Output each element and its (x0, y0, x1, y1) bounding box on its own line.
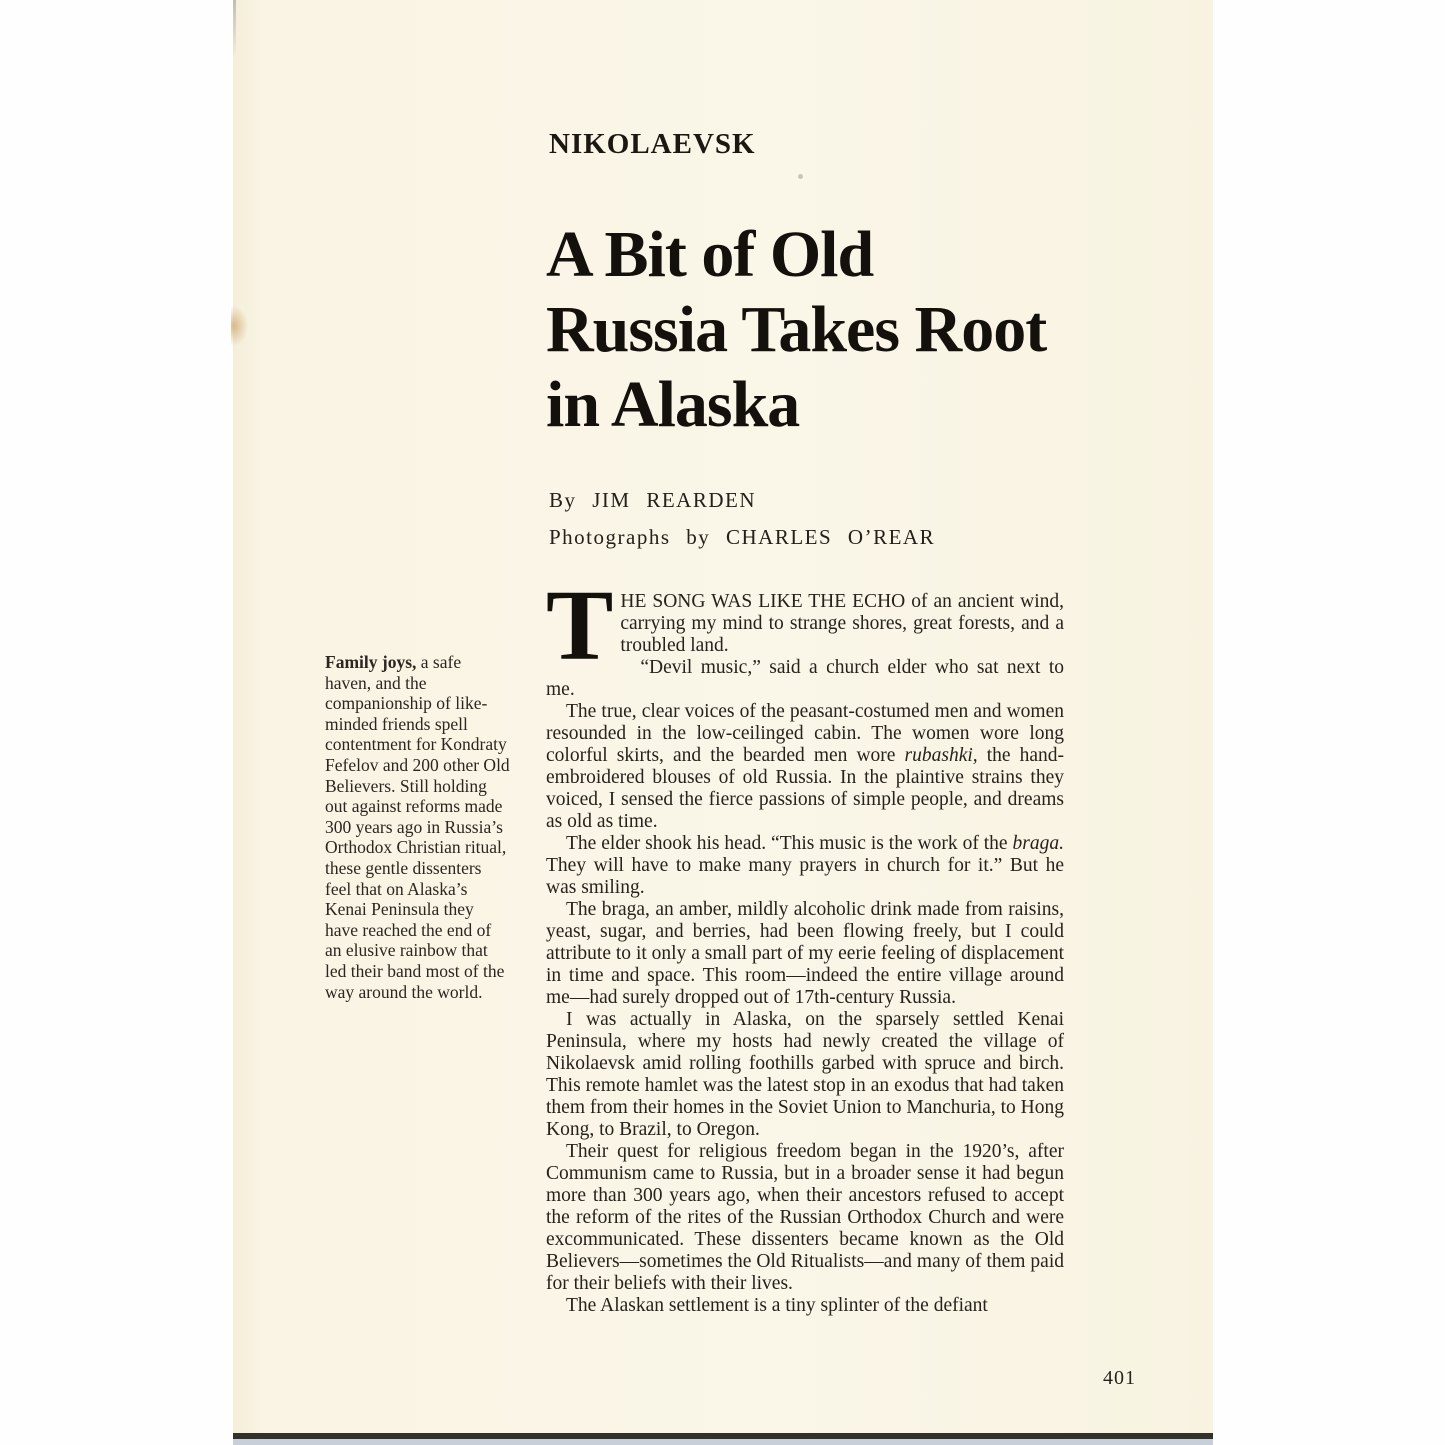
text-segment: They will have to make many prayers in church for it.” But he was smiling. (546, 855, 1064, 898)
caption-segment: a safe haven, and the companionship of like-minded friends spell contentment for Kondraty Fefelov and 200 other Old Believers. Still holding out against reforms made 300 years ago in Russia’s Orthodox Christian ritual, these gentle dissenters feel that on Alaska’s Kenai Peninsula they have reached the end of an elusive rainbow that led their band most of the way around the world. (325, 652, 510, 1002)
photographer-credit: Photographs by CHARLES O’REAR (549, 525, 936, 549)
article-title (546, 217, 1046, 442)
body-paragraph (546, 657, 1064, 701)
text-segment: The true, clear voices of the peasant-costumed men and women resounded in the low-ceilinged cabin. The women wore long colorful skirts, and the bearded men wore (546, 701, 1064, 766)
text-segment: the hand-embroidered blouses of old Russia. In the plaintive strains they voiced, I sensed the fierce passions of simple people, and dreams as old as time. (546, 745, 1064, 832)
author-byline: By JIM REARDEN (549, 488, 757, 512)
byline-block (549, 482, 935, 556)
page-number: 401 (1103, 1367, 1136, 1389)
article-body (546, 569, 1064, 1317)
paper-speck (798, 174, 803, 179)
text-segment: braga. (1012, 833, 1064, 854)
drop-cap: T (546, 569, 614, 681)
body-paragraph (546, 1009, 1064, 1141)
body-paragraph (546, 701, 1064, 833)
body-paragraph (546, 1295, 1064, 1317)
article-kicker: NIKOLAEVSK (549, 128, 756, 160)
article-title-line: A Bit of Old (546, 218, 874, 291)
body-paragraph (546, 899, 1064, 1009)
text-segment: “Devil music,” said a church elder who sat next to me. (546, 657, 1064, 700)
text-segment: HE SONG WAS LIKE THE ECHO of an ancient wind, carrying my mind to strange shores, great forests, and a troubled land. (620, 591, 1064, 656)
body-paragraph (546, 1141, 1064, 1295)
article-title-line: Russia Takes Root (546, 293, 1047, 366)
paper-page (233, 0, 1213, 1445)
caption-segment: Family joys, (325, 652, 417, 672)
page-edge-crease (233, 0, 236, 58)
text-segment: The elder shook his head. “This music is the work of the (566, 833, 1013, 854)
text-segment: Their quest for religious freedom began in the 1920’s, after Communism came to Russia, but in a broader sense it had begun more than 300 years ago, when their ancestors refused to accept the reform of the rites of the Russian Orthodox Church and were excommunicated. These dissenters became known as the Old Believers—sometimes the Old Ritualists—and many of them paid for their beliefs with their lives. (546, 1141, 1064, 1294)
text-segment: The Alaskan settlement is a tiny splinter of the defiant (566, 1295, 988, 1316)
text-segment: The braga, an amber, mildly alcoholic drink made from raisins, yeast, sugar, and berries, had been flowing freely, but I could attribute to it only a small part of my eerie feeling of displacement in time and space. This room—indeed the entire village around me—had surely dropped out of 17th-century Russia. (546, 899, 1064, 1008)
scan-bed-shadow (233, 1439, 1213, 1445)
body-paragraph (546, 833, 1064, 899)
text-segment: rubashki, (904, 745, 978, 766)
text-segment: I was actually in Alaska, on the sparsely settled Kenai Peninsula, where my hosts had newly created the village of Nikolaevsk amid rolling foothills garbed with spruce and birch. This remote hamlet was the latest stop in an exodus that had taken them from their homes in the Soviet Union to Manchuria, to Hong Kong, to Brazil, to Oregon. (546, 1009, 1064, 1140)
paper-blemish (231, 306, 248, 346)
article-title-line: in Alaska (546, 368, 800, 441)
photo-caption (325, 652, 511, 1002)
